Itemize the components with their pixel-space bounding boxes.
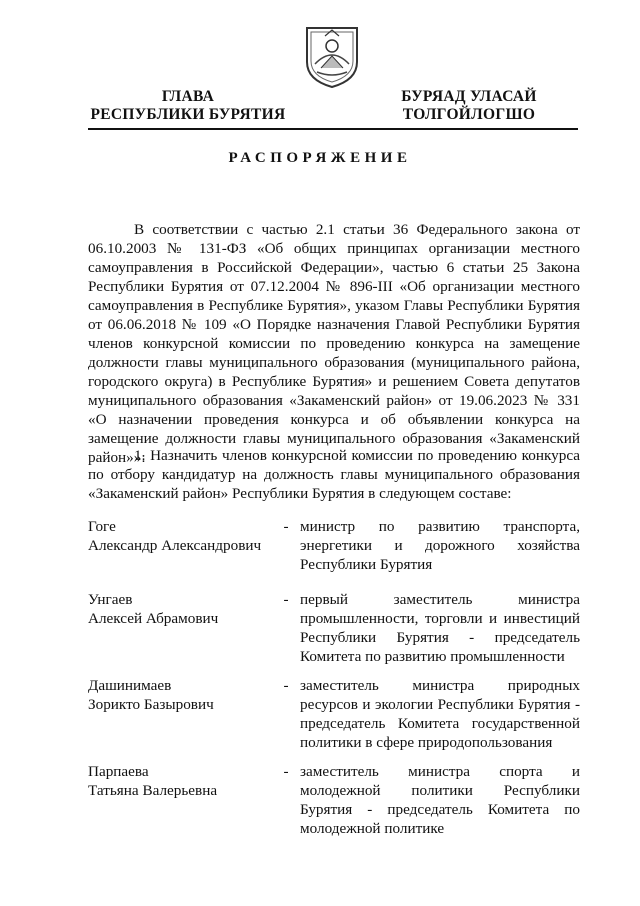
member-role: заместитель министра спорта и молодежной политики Республики Бурятия - председатель Комитета по молодежной политике [300, 763, 580, 837]
member-name [88, 590, 278, 628]
member-dash: - [283, 677, 289, 694]
member-surname: Парпаева [88, 763, 149, 780]
header-divider [88, 128, 578, 130]
member-given-names: Татьяна Валерьевна [88, 782, 218, 799]
member-name [88, 676, 278, 714]
member-surname: Гоге [88, 518, 116, 535]
coat-of-arms-icon [303, 24, 361, 90]
member-surname: Унгаев [88, 591, 133, 608]
member-dash: - [283, 763, 289, 780]
member-role: первый заместитель министра промышленности, торговли и инвестиций Республики Бурятия - председатель Комитета по развитию промышленности [300, 591, 580, 665]
member-name [88, 517, 278, 555]
item1-paragraph: 1. Назначить членов конкурсной комиссии по проведению конкурса по отбору кандидатур на должность главы муниципального образования «Закаменский район» Республики Бурятия в следующем составе: [88, 447, 580, 502]
member-given-names: Зорикто Базырович [88, 696, 214, 713]
header-left-line1: ГЛАВА [161, 88, 215, 105]
header-right-line1: БУРЯАД УЛАСАЙ [401, 88, 537, 105]
member-dash: - [283, 518, 289, 535]
header-right [388, 88, 550, 124]
header-left [88, 88, 288, 124]
document-title: РАСПОРЯЖЕНИЕ [228, 150, 412, 166]
member-role: министр по развитию транспорта, энергетики и дорожного хозяйства Республики Бурятия [300, 518, 580, 573]
member-surname: Дашинимаев [88, 677, 172, 694]
member-given-names: Алексей Абрамович [88, 610, 219, 627]
header-right-line2: ТОЛГОЙЛОГШО [402, 106, 536, 123]
member-name [88, 762, 278, 800]
member-given-names: Александр Александрович [88, 537, 262, 554]
member-role: заместитель министра природных ресурсов и экологии Республики Бурятия - председатель Комитета государственной политики в сфере природопользования [300, 677, 580, 751]
header-left-line2: РЕСПУБЛИКИ БУРЯТИЯ [90, 106, 286, 123]
preamble-paragraph: В соответствии с частью 2.1 статьи 36 Федерального закона от 06.10.2003 № 131-ФЗ «Об общих принципах организации местного самоуправления в Российской Федерации», частью 6 статьи 25 Закона Республики Бурятия от 07.12.2004 № 896-III «Об организации местного самоуправления в Республике Бурятия», указом Главы Республики Бурятия от 06.06.2018 № 109 «О Порядке назначения Главой Республики Бурятия членов конкурсной комиссии по проведению конкурса на замещение должности главы муниципального образования (муниципального района, городского округа) в Республике Бурятия» и решением Совета депутатов муниципального образования «Закаменский район» от 19.06.2023 № 331 «О назначении проведения конкурса и об объявлении конкурса на замещение должности главы муниципального образования «Закаменский район»»: [88, 221, 580, 466]
member-dash: - [283, 591, 289, 608]
